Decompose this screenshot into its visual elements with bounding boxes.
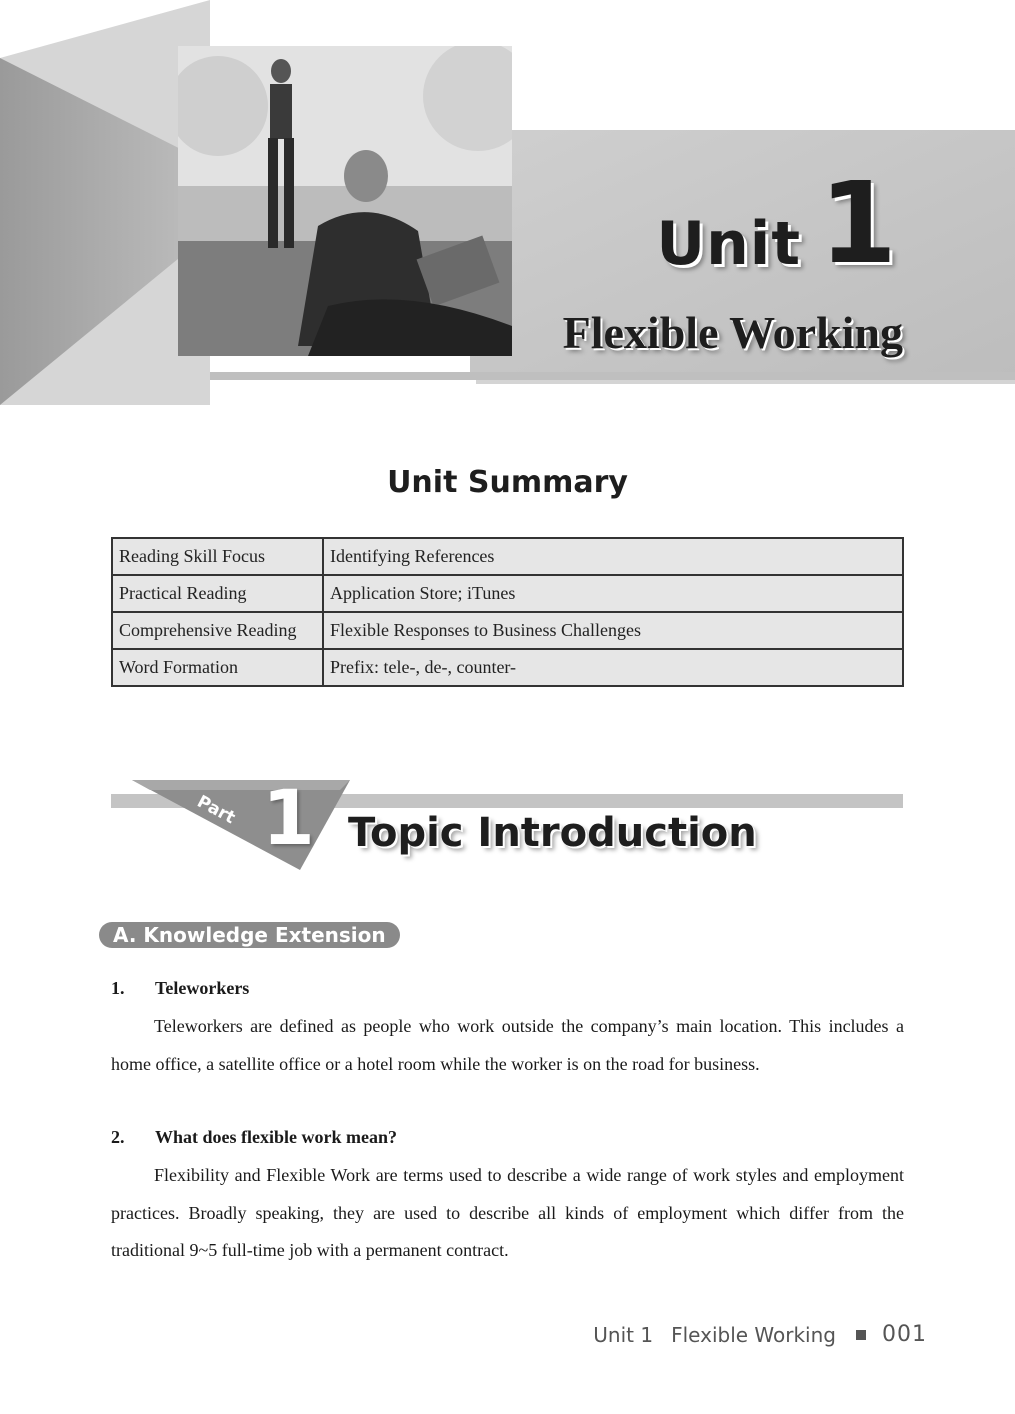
table-cell-label: Word Formation xyxy=(112,649,323,686)
item-heading xyxy=(111,1127,397,1148)
part-number: 1 xyxy=(262,773,315,862)
section-heading: A. Knowledge Extension xyxy=(99,922,400,948)
unit-number: 1 xyxy=(819,159,897,289)
table-cell-label: Reading Skill Focus xyxy=(112,538,323,575)
footer-unit: Unit 1 xyxy=(593,1322,654,1347)
unit-heading xyxy=(656,159,897,289)
item-paragraph: Flexibility and Flexible Work are terms used to describe a wide range of work styles and employment practices. Broadly speaking, they are used to describe all kinds of employment which differ from the traditional 9~5 full-time job with a permanent contract. xyxy=(111,1165,904,1260)
table-cell-label: Practical Reading xyxy=(112,575,323,612)
table-cell-value: Prefix: tele-, de-, counter- xyxy=(323,649,903,686)
summary-title: Unit Summary xyxy=(387,465,628,500)
item-number: 1. xyxy=(111,978,125,998)
item-title: Teleworkers xyxy=(155,978,250,998)
summary-table xyxy=(111,537,904,687)
item-title: What does flexible work mean? xyxy=(155,1127,397,1147)
page-footer xyxy=(593,1322,927,1347)
table-row xyxy=(112,575,903,612)
part-header xyxy=(0,770,1015,880)
part-title: Topic Introduction xyxy=(348,810,757,856)
table-row xyxy=(112,612,903,649)
footer-title: Flexible Working xyxy=(671,1322,836,1347)
table-cell-value: Application Store; iTunes xyxy=(323,575,903,612)
part-label: Part xyxy=(193,791,239,829)
table-row xyxy=(112,649,903,686)
item-paragraph: Teleworkers are defined as people who work outside the company’s main location. This includes a home office, a satellite office or a hotel room while the worker is on the road for business. xyxy=(111,1016,904,1074)
table-cell-value: Identifying References xyxy=(323,538,903,575)
table-row xyxy=(112,538,903,575)
footer-square-icon xyxy=(856,1330,866,1340)
table-cell-value: Flexible Responses to Business Challenges xyxy=(323,612,903,649)
table-cell-label: Comprehensive Reading xyxy=(112,612,323,649)
man-with-laptop-photo xyxy=(178,46,512,356)
item-heading xyxy=(111,978,249,999)
item-number: 2. xyxy=(111,1127,125,1147)
unit-word: Unit xyxy=(656,209,802,279)
unit-title: Flexible Working xyxy=(562,307,903,358)
page-number: 001 xyxy=(882,1322,927,1347)
